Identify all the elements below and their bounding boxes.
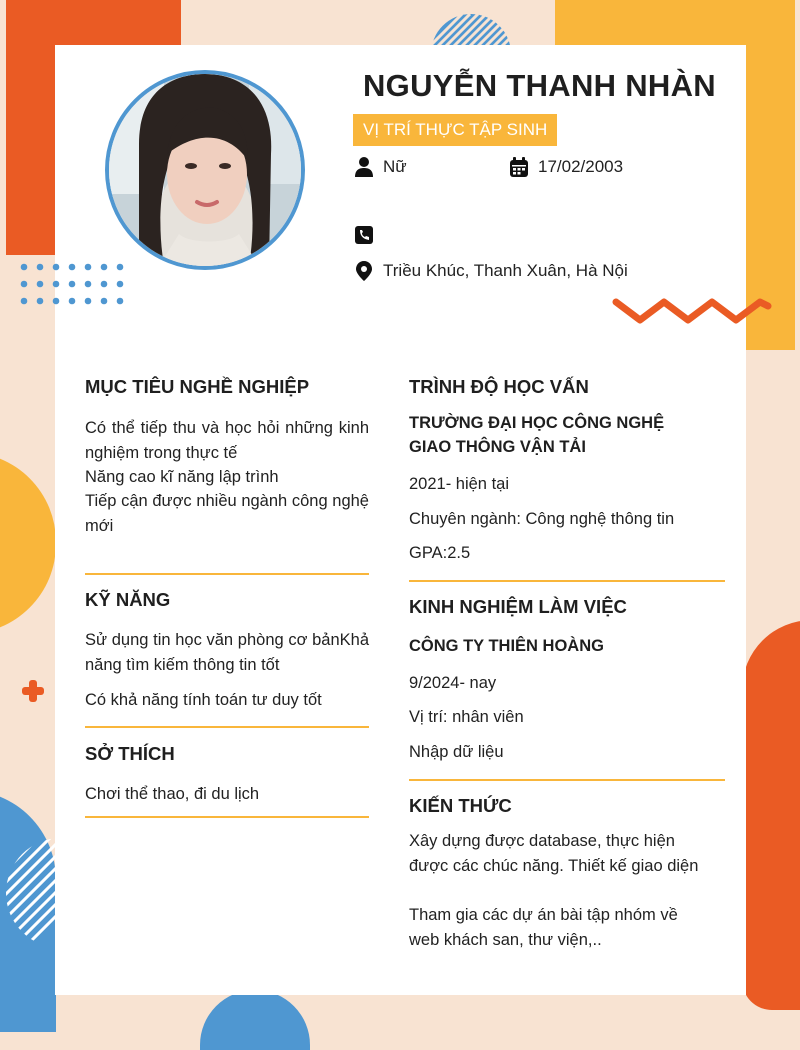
education-title: TRÌNH ĐỘ HỌC VẤN xyxy=(409,376,589,397)
gender-info xyxy=(353,156,407,178)
decor-dot-grid xyxy=(16,258,136,308)
decor-stripes-left xyxy=(6,838,56,948)
knowledge-title: KIẾN THỨC xyxy=(409,795,512,816)
address-info xyxy=(353,260,628,282)
hobbies-text: Chơi thể thao, đi du lịch xyxy=(85,785,260,803)
skill-item: Có khả năng tính toán tư duy tốt xyxy=(85,691,322,709)
experience-role: Vị trí: nhân viên xyxy=(409,708,524,726)
profile-photo xyxy=(105,70,305,270)
decor-yellow-blob-left xyxy=(0,452,56,634)
birthday-text: 17/02/2003 xyxy=(538,157,624,176)
career-goal-title: MỤC TIÊU NGHỀ NGHIỆP xyxy=(85,376,310,397)
skills-title: KỸ NĂNG xyxy=(85,589,171,610)
knowledge-line: Xây dựng được database, thực hiện được các chúc năng. Thiết kế giao diện xyxy=(409,832,699,875)
section-divider xyxy=(85,726,369,728)
school-name: TRƯỜNG ĐẠI HỌC CÔNG NGHỆ GIAO THÔNG VẬN TẢI xyxy=(409,414,665,456)
address-text: Triều Khúc, Thanh Xuân, Hà Nội xyxy=(383,261,628,280)
calendar-icon xyxy=(508,156,530,178)
skill-item: Sử dụng tin học văn phòng cơ bảnKhả năng tìm kiếm thông tin tốt xyxy=(85,631,369,674)
section-divider xyxy=(409,580,725,582)
phone-info xyxy=(353,224,383,246)
company-name: CÔNG TY THIÊN HOÀNG xyxy=(409,637,604,655)
education-period: 2021- hiện tại xyxy=(409,475,509,493)
section-divider xyxy=(85,816,369,818)
experience-period: 9/2024- nay xyxy=(409,674,497,692)
position-badge: VỊ TRÍ THỰC TẬP SINH xyxy=(353,114,557,146)
career-goal-line: Có thể tiếp thu và học hỏi những kinh nghiệm trong thực tế xyxy=(85,419,369,462)
phone-icon xyxy=(353,224,375,246)
section-divider xyxy=(409,779,725,781)
gender-text: Nữ xyxy=(383,157,407,176)
decor-orange-blob-right xyxy=(742,620,800,1010)
experience-task: Nhập dữ liệu xyxy=(409,743,504,761)
decor-blue-blob-bottom xyxy=(200,990,310,1050)
plus-icon xyxy=(20,678,46,704)
hobbies-title: SỞ THÍCH xyxy=(85,743,175,764)
decor-zigzag xyxy=(610,292,772,328)
section-divider xyxy=(85,573,369,575)
experience-title: KINH NGHIỆM LÀM VIỆC xyxy=(409,596,627,617)
person-icon xyxy=(353,156,375,178)
knowledge-line: Tham gia các dự án bài tập nhóm về web khách san, thư viện,.. xyxy=(409,906,678,949)
education-major: Chuyên ngành: Công nghệ thông tin xyxy=(409,510,675,528)
location-pin-icon xyxy=(353,260,375,282)
candidate-name: NGUYỄN THANH NHÀN xyxy=(363,68,716,103)
career-goal-line: Tiếp cận được nhiều ngành công nghệ mới xyxy=(85,492,369,535)
birthday-info xyxy=(508,156,623,178)
education-gpa: GPA:2.5 xyxy=(409,544,471,562)
career-goal-line: Năng cao kĩ năng lập trình xyxy=(85,468,279,486)
